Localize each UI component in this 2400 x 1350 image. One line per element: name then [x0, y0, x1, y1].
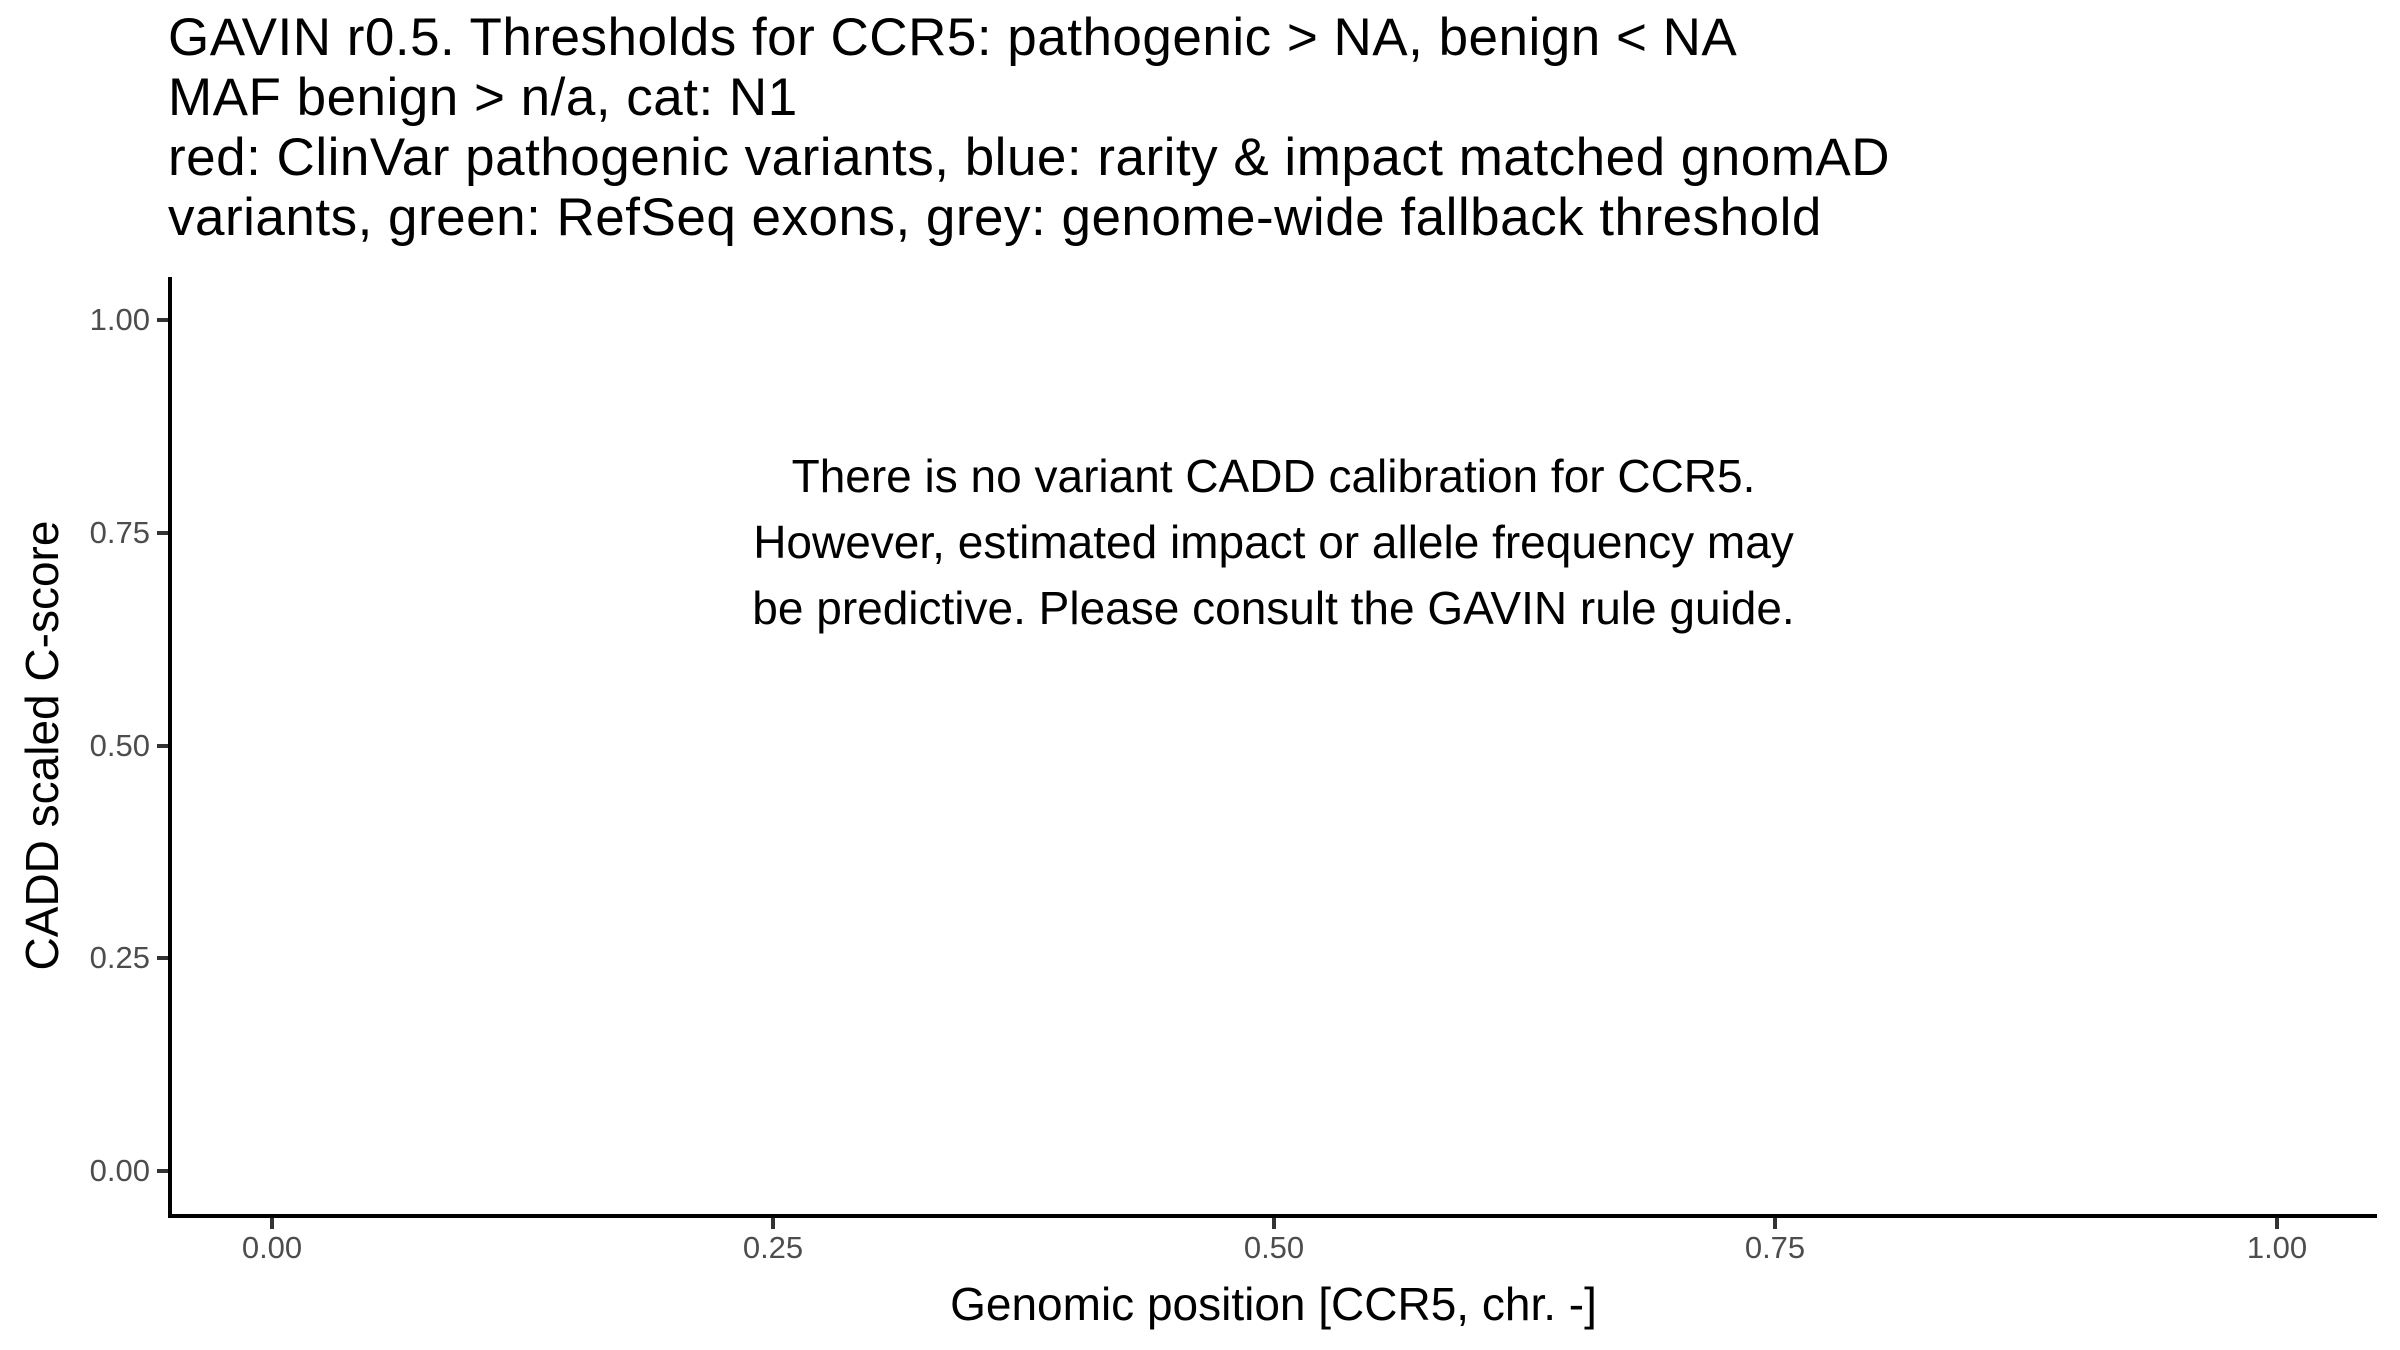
- x-tick-label-0.25: 0.25: [742, 1230, 804, 1265]
- plot-title: [168, 8, 1890, 248]
- plot-title-line-4: variants, green: RefSeq exons, grey: genome-wide fallback threshold: [168, 188, 1822, 247]
- y-axis-line: [168, 277, 172, 1218]
- no-calibration-message: [170, 443, 2377, 641]
- x-axis-title: Genomic position [CCR5, chr. -]: [950, 1278, 1597, 1330]
- x-tick-label-0.75: 0.75: [1744, 1230, 1806, 1265]
- y-tick-0.25: [157, 956, 168, 960]
- y-tick-label-0.00: 0.00: [89, 1153, 150, 1188]
- x-tick-label-0.50: 0.50: [1243, 1230, 1305, 1265]
- no-calibration-message-line-2: However, estimated impact or allele frequency may: [753, 516, 1794, 568]
- plot-title-line-2: MAF benign > n/a, cat: N1: [168, 68, 798, 127]
- y-tick-0.00: [157, 1169, 168, 1173]
- plot-title-line-1: GAVIN r0.5. Thresholds for CCR5: pathogenic > NA, benign < NA: [168, 8, 1738, 67]
- plot-title-line-3: red: ClinVar pathogenic variants, blue: rarity & impact matched gnomAD: [168, 128, 1890, 187]
- y-tick-label-1.00: 1.00: [89, 302, 150, 337]
- y-tick-label-0.75: 0.75: [89, 515, 150, 550]
- no-calibration-message-line-1: There is no variant CADD calibration for CCR5.: [791, 450, 1756, 502]
- no-calibration-message-line-3: be predictive. Please consult the GAVIN rule guide.: [752, 582, 1795, 634]
- x-tick-label-1.00: 1.00: [2246, 1230, 2308, 1265]
- y-axis-title: CADD scaled C-score: [16, 520, 68, 971]
- y-tick-label-0.25: 0.25: [89, 940, 150, 975]
- x-tick-label-0.00: 0.00: [241, 1230, 303, 1265]
- y-tick-0.75: [157, 531, 168, 535]
- y-tick-label-0.50: 0.50: [89, 728, 150, 763]
- plot-panel: [172, 277, 2377, 1214]
- y-tick-1.00: [157, 318, 168, 322]
- y-tick-0.50: [157, 744, 168, 748]
